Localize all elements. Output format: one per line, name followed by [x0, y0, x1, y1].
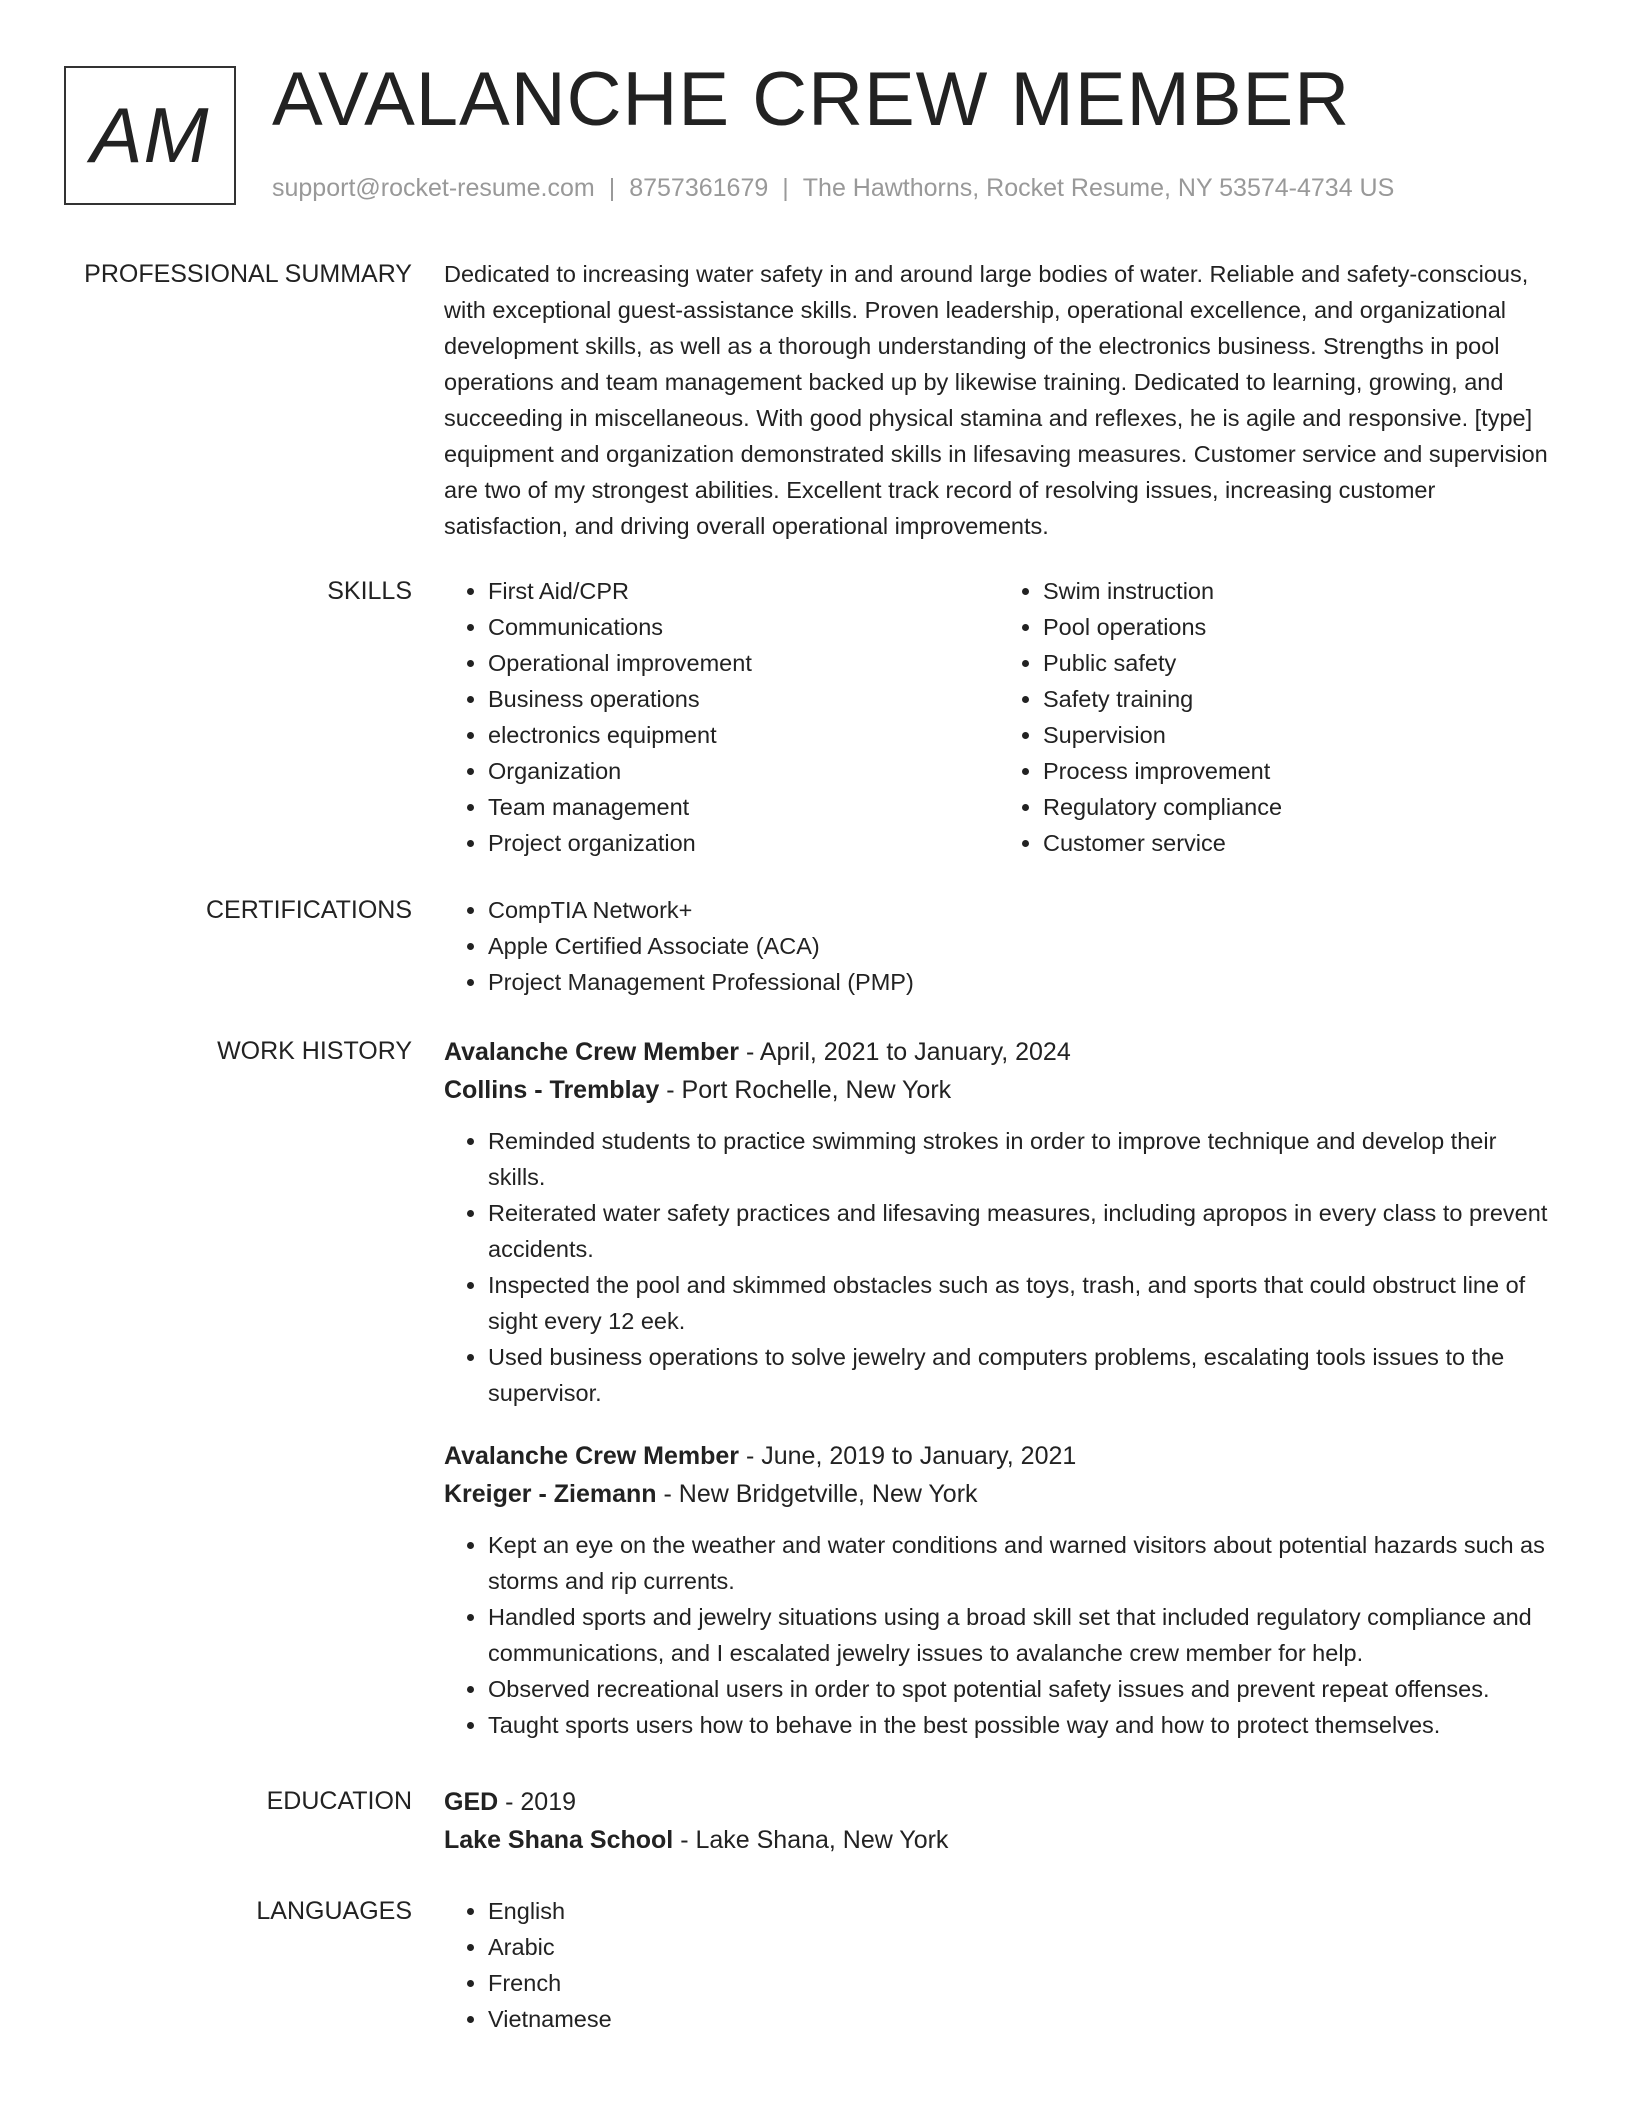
skill-item: • Business operations [488, 681, 999, 717]
job-dates: - June, 2019 to January, 2021 [739, 1442, 1077, 1470]
skill-item: • Public safety [1043, 645, 1554, 681]
section-label-education: EDUCATION [266, 1787, 412, 1815]
language-item: • Arabic [488, 1929, 1554, 1965]
job-company-line [444, 1475, 1554, 1513]
contact-line [272, 174, 1394, 203]
contact-email: support@rocket-resume.com [272, 174, 595, 202]
job-company: Collins - Tremblay [444, 1076, 660, 1104]
job-bullet: • Inspected the pool and skimmed obstacles such as toys, trash, and sports that could obstruct line of sight every 12 eek. [488, 1267, 1554, 1339]
skill-item: • Project organization [488, 825, 999, 861]
contact-address: The Hawthorns, Rocket Resume, NY 53574-4734 US [802, 174, 1395, 202]
job-entry [444, 1033, 1554, 1411]
skill-item: • Operational improvement [488, 645, 999, 681]
initials-monogram [64, 66, 236, 205]
job-bullet: • Taught sports users how to behave in the best possible way and how to protect themselves. [488, 1707, 1554, 1743]
candidate-name: AVALANCHE CREW MEMBER [272, 57, 1351, 142]
job-title: Avalanche Crew Member [444, 1442, 740, 1470]
skill-item: • electronics equipment [488, 717, 999, 753]
job-bullet: • Reminded students to practice swimming strokes in order to improve technique and develop their skills. [488, 1123, 1554, 1195]
contact-separator: | [608, 174, 616, 202]
job-bullet: • Used business operations to solve jewelry and computers problems, escalating tools issues to the supervisor. [488, 1339, 1554, 1411]
skill-item: • Customer service [1043, 825, 1554, 861]
job-title: Avalanche Crew Member [444, 1038, 740, 1066]
language-item: • Vietnamese [488, 2001, 1554, 2037]
job-company-line [444, 1071, 1554, 1109]
job-location: - New Bridgetville, New York [656, 1480, 978, 1508]
section-label-skills: SKILLS [327, 577, 412, 605]
job-bullet: • Observed recreational users in order to spot potential safety issues and prevent repeat offenses. [488, 1671, 1554, 1707]
job-bullets [444, 1123, 1554, 1411]
skill-item: • Safety training [1043, 681, 1554, 717]
skill-item: • Supervision [1043, 717, 1554, 753]
work-history-content [444, 1033, 1554, 1743]
job-bullet: • Handled sports and jewelry situations using a broad skill set that included regulatory compliance and communications, and I escalated jewelry issues to avalanche crew member for help. [488, 1599, 1554, 1671]
job-title-line [444, 1437, 1554, 1475]
certification-item: • Apple Certified Associate (ACA) [488, 928, 1554, 964]
certification-item: • Project Management Professional (PMP) [488, 964, 1554, 1000]
job-location: - Port Rochelle, New York [659, 1076, 952, 1104]
section-label-certifications: CERTIFICATIONS [205, 896, 412, 924]
languages-content [444, 1893, 1554, 2037]
skill-item: • Organization [488, 753, 999, 789]
job-dates: - April, 2021 to January, 2024 [739, 1038, 1071, 1066]
education-location: - Lake Shana, New York [673, 1826, 949, 1854]
job-bullet: • Reiterated water safety practices and lifesaving measures, including apropos in every class to prevent accidents. [488, 1195, 1554, 1267]
contact-separator: | [782, 174, 789, 202]
education-school-line [444, 1821, 1554, 1859]
skills-list-left [444, 573, 999, 861]
certifications-list [444, 892, 1554, 1000]
section-label-summary: PROFESSIONAL SUMMARY [84, 260, 412, 288]
job-bullets [444, 1527, 1554, 1743]
skill-item: • Regulatory compliance [1043, 789, 1554, 825]
job-bullet: • Kept an eye on the weather and water conditions and warned visitors about potential hazards such as storms and rip currents. [488, 1527, 1554, 1599]
initials-text: AM [90, 91, 210, 179]
job-company: Kreiger - Ziemann [444, 1480, 657, 1508]
skill-item: • Communications [488, 609, 999, 645]
education-year: - 2019 [498, 1788, 577, 1816]
section-label-work-history: WORK HISTORY [217, 1037, 412, 1065]
section-label-languages: LANGUAGES [256, 1897, 412, 1925]
education-degree-line [444, 1783, 1554, 1821]
job-entry [444, 1437, 1554, 1743]
certification-item: • CompTIA Network+ [488, 892, 1554, 928]
summary-text: Dedicated to increasing water safety in and around large bodies of water. Reliable and safety-conscious, with exceptional guest-assistance skills. Proven leadership, operational excellence, and organizational development skills, as well as a thorough understanding of the electronics business. Strengths in pool operations and team management backed up by likewise training. Dedicated to learning, growing, and succeeding in miscellaneous. With good physical stamina and reflexes, he is agile and responsive. [type] equipment and organization demonstrated skills in lifesaving measures. Customer service and supervision are two of my strongest abilities. Excellent track record of resolving issues, increasing customer satisfaction, and driving overall operational improvements. [444, 261, 1548, 539]
education-content [444, 1783, 1554, 1859]
language-item: • French [488, 1965, 1554, 2001]
job-title-line [444, 1033, 1554, 1071]
education-degree: GED [444, 1788, 499, 1816]
language-item: • English [488, 1893, 1554, 1929]
skill-item: • First Aid/CPR [488, 573, 999, 609]
skill-item: • Process improvement [1043, 753, 1554, 789]
contact-phone: 8757361679 [629, 174, 769, 202]
skill-item: • Swim instruction [1043, 573, 1554, 609]
skill-item: • Pool operations [1043, 609, 1554, 645]
languages-list [444, 1893, 1554, 2037]
skill-item: • Team management [488, 789, 999, 825]
skills-columns [444, 573, 1554, 861]
certifications-content [444, 892, 1554, 1000]
education-school: Lake Shana School [444, 1826, 674, 1854]
skills-list-right [999, 573, 1554, 861]
